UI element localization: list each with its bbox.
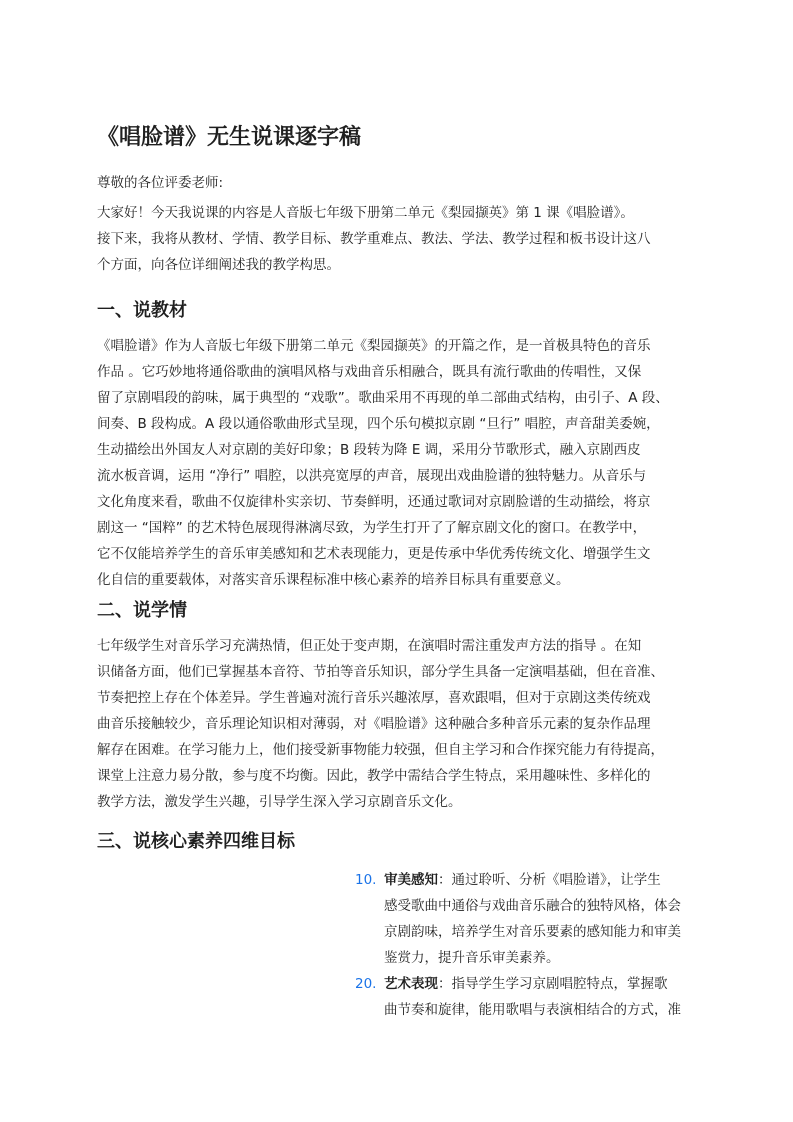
goal-number: 20. (355, 976, 377, 992)
textbook-line: 作品 。它巧妙地将通俗歌曲的演唱风格与戏曲音乐相融合，既具有流行歌曲的传唱性，又保 (97, 364, 642, 380)
goal-body (384, 867, 715, 971)
section-heading-goals: 三、说核心素养四维目标 (97, 831, 295, 852)
textbook-line: 化自信的重要载体，对落实音乐课程标准中核心素养的培养目标具有重要意义。 (97, 572, 570, 588)
intro-line: 大家好！今天我说课的内容是人音版七年级下册第二单元《梨园撷英》第 1 课《唱脸谱》。 (97, 205, 634, 221)
goal-first-text: ：指导学生学习京剧唱腔特点，掌握歌 (438, 976, 668, 992)
intro-paragraph (97, 200, 697, 278)
section-heading-students: 二、说学情 (97, 600, 187, 621)
textbook-line: 它不仅能培养学生的音乐审美感知和艺术表现能力，更是传承中华优秀传统文化、增强学生文 (97, 546, 651, 562)
goal-number: 10. (355, 872, 377, 888)
goal-body (384, 971, 715, 1023)
goal-line: 鉴赏力，提升音乐审美素养。 (384, 950, 560, 966)
students-line: 节奏把控上存在个体差异。学生普遍对流行音乐兴趣浓厚，喜欢跟唱，但对于京剧这类传统戏 (97, 690, 651, 706)
students-line: 曲音乐接触较少，音乐理论知识相对薄弱，对《唱脸谱》这种融合多种音乐元素的复杂作品理 (97, 716, 651, 732)
goal-label: 审美感知 (384, 872, 438, 888)
goal-first-text: ：通过聆听、分析《唱脸谱》，让学生 (438, 872, 661, 888)
intro-line: 接下来，我将从教材、学情、教学目标、教学重难点、教法、学法、教学过程和板书设计这八 (97, 231, 651, 247)
students-paragraph (97, 633, 697, 815)
students-line: 课堂上注意力易分散，参与度不均衡。因此，教学中需结合学生特点，采用趣味性、多样化的 (97, 768, 651, 784)
textbook-line: 生动描绘出外国友人对京剧的美好印象；B 段转为降 E 调，采用分节歌形式，融入京剧西皮 (97, 442, 641, 458)
textbook-line: 《唱脸谱》作为人音版七年级下册第二单元《梨园撷英》的开篇之作，是一首极具特色的音乐 (97, 338, 651, 354)
goal-line: 京剧韵味，培养学生对音乐要素的感知能力和审美 (384, 924, 681, 940)
goal-line: 感受歌曲中通俗与戏曲音乐融合的独特风格，体会 (384, 898, 681, 914)
students-line: 解存在困难。在学习能力上，他们接受新事物能力较强，但自主学习和合作探究能力有待提高， (97, 742, 664, 758)
students-line: 教学方法，激发学生兴趣，引导学生深入学习京剧音乐文化。 (97, 794, 462, 810)
textbook-line: 留了京剧唱段的韵味，属于典型的 “戏歌”。歌曲采用不再现的单二部曲式结构，由引子、A 段、 (97, 390, 669, 406)
textbook-line: 文化角度来看，歌曲不仅旋律朴实亲切、节奏鲜明，还通过歌词对京剧脸谱的生动描绘，将京 (97, 494, 651, 510)
section-heading-textbook: 一、说教材 (97, 300, 187, 321)
goal-first-line (384, 971, 715, 997)
goal-first-line (384, 867, 715, 893)
goal-list-item (355, 867, 715, 971)
intro-line: 个方面，向各位详细阐述我的教学构思。 (97, 257, 340, 273)
greeting (97, 170, 697, 196)
students-line: 识储备方面，他们已掌握基本音符、节拍等音乐知识，部分学生具备一定演唱基础，但在音准、 (97, 664, 664, 680)
goal-label: 艺术表现 (384, 976, 438, 992)
document-title: 《唱脸谱》无生说课逐字稿 (97, 125, 362, 150)
goal-line: 曲节奏和旋律，能用歌唱与表演相结合的方式，准 (384, 1002, 681, 1018)
textbook-line: 剧这一 “国粹” 的艺术特色展现得淋漓尽致，为学生打开了了解京剧文化的窗口。在教学中， (97, 520, 647, 536)
textbook-line: 间奏、B 段构成。A 段以通俗歌曲形式呈现，四个乐句模拟京剧 “旦行” 唱腔，声音甜美委婉， (97, 416, 660, 432)
textbook-line: 流水板音调，运用 “净行” 唱腔，以洪亮宽厚的声音，展现出戏曲脸谱的独特魅力。从音乐与 (97, 468, 647, 484)
students-line: 七年级学生对音乐学习充满热情，但正处于变声期，在演唱时需注重发声方法的指导 。在知 (97, 638, 642, 654)
greeting-line: 尊敬的各位评委老师: (97, 175, 224, 191)
goal-list-item (355, 971, 715, 1023)
textbook-paragraph (97, 333, 697, 593)
